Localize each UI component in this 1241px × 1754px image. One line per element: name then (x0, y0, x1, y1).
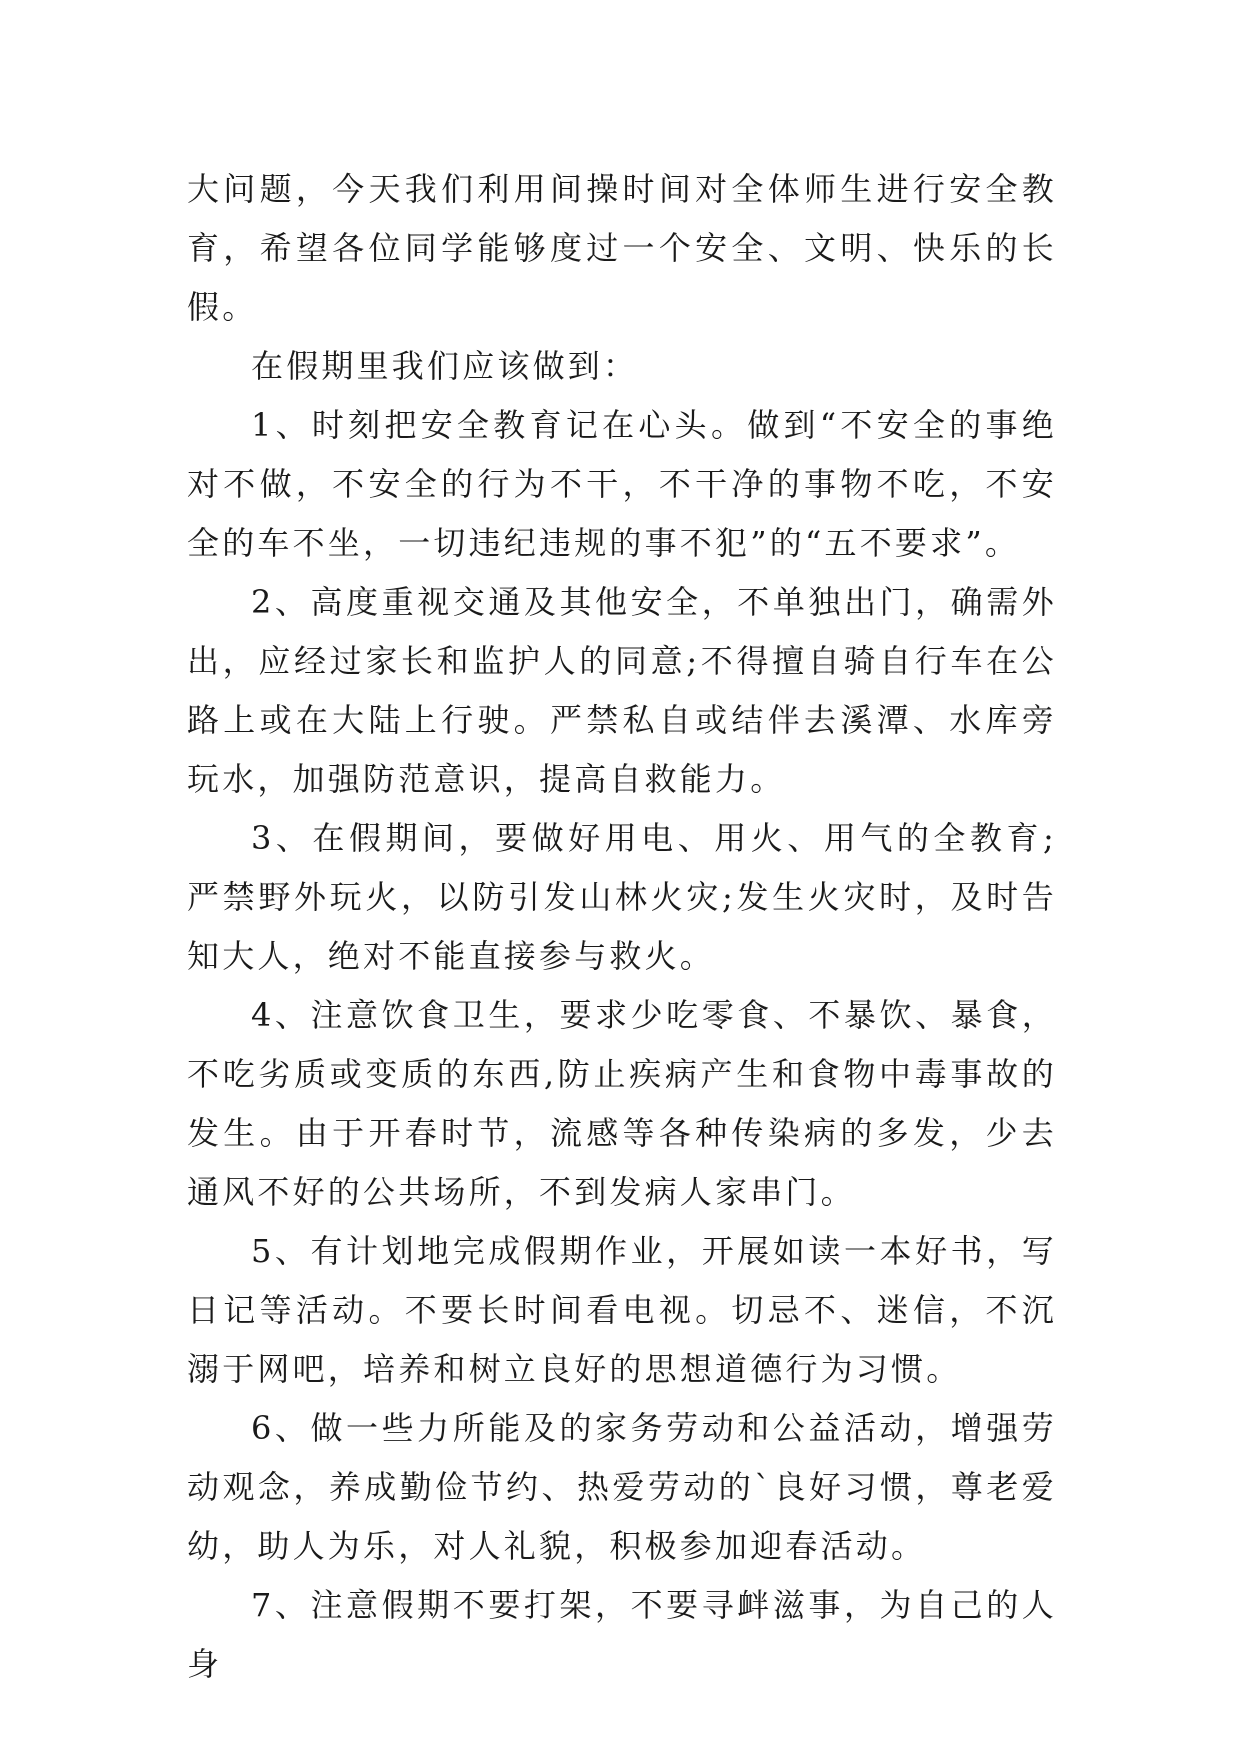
body-text (187, 160, 1057, 1694)
paragraph-item-6: 6、做一些力所能及的家务劳动和公益活动，增强劳动观念，养成勤俭节约、热爱劳动的`良好习惯，尊老爱幼，助人为乐，对人礼貌，积极参加迎春活动。 (187, 1409, 1057, 1565)
paragraph-item-4: 4、注意饮食卫生，要求少吃零食、不暴饮、暴食，不吃劣质或变质的东西,防止疾病产生和食物中毒事故的发生。由于开春时节，流感等各种传染病的多发，少去通风不好的公共场所，不到发病人家串门。 (187, 996, 1057, 1211)
paragraph-item-1: 1、时刻把安全教育记在心头。做到“不安全的事绝对不做，不安全的行为不干，不干净的事物不吃，不安全的车不坐，一切违纪违规的事不犯”的“五不要求”。 (187, 406, 1057, 562)
paragraph-intro-continued: 大问题，今天我们利用间操时间对全体师生进行安全教育，希望各位同学能够度过一个安全、文明、快乐的长假。 (187, 170, 1057, 326)
paragraph-item-2: 2、高度重视交通及其他安全，不单独出门，确需外出，应经过家长和监护人的同意;不得擅自骑自行车在公路上或在大陆上行驶。严禁私自或结伴去溪潭、水库旁玩水，加强防范意识，提高自救能力。 (187, 583, 1057, 798)
paragraph-item-7: 7、注意假期不要打架，不要寻衅滋事，为自己的人身 (187, 1586, 1057, 1683)
paragraph-item-5: 5、有计划地完成假期作业，开展如读一本好书，写日记等活动。不要长时间看电视。切忌不、迷信，不沉溺于网吧，培养和树立良好的思想道德行为习惯。 (187, 1232, 1057, 1388)
paragraph-heading: 在假期里我们应该做到： (251, 347, 639, 385)
paragraph-item-3: 3、在假期间，要做好用电、用火、用气的全教育;严禁野外玩火，以防引发山林火灾;发生火灾时，及时告知大人，绝对不能直接参与救火。 (187, 819, 1057, 975)
